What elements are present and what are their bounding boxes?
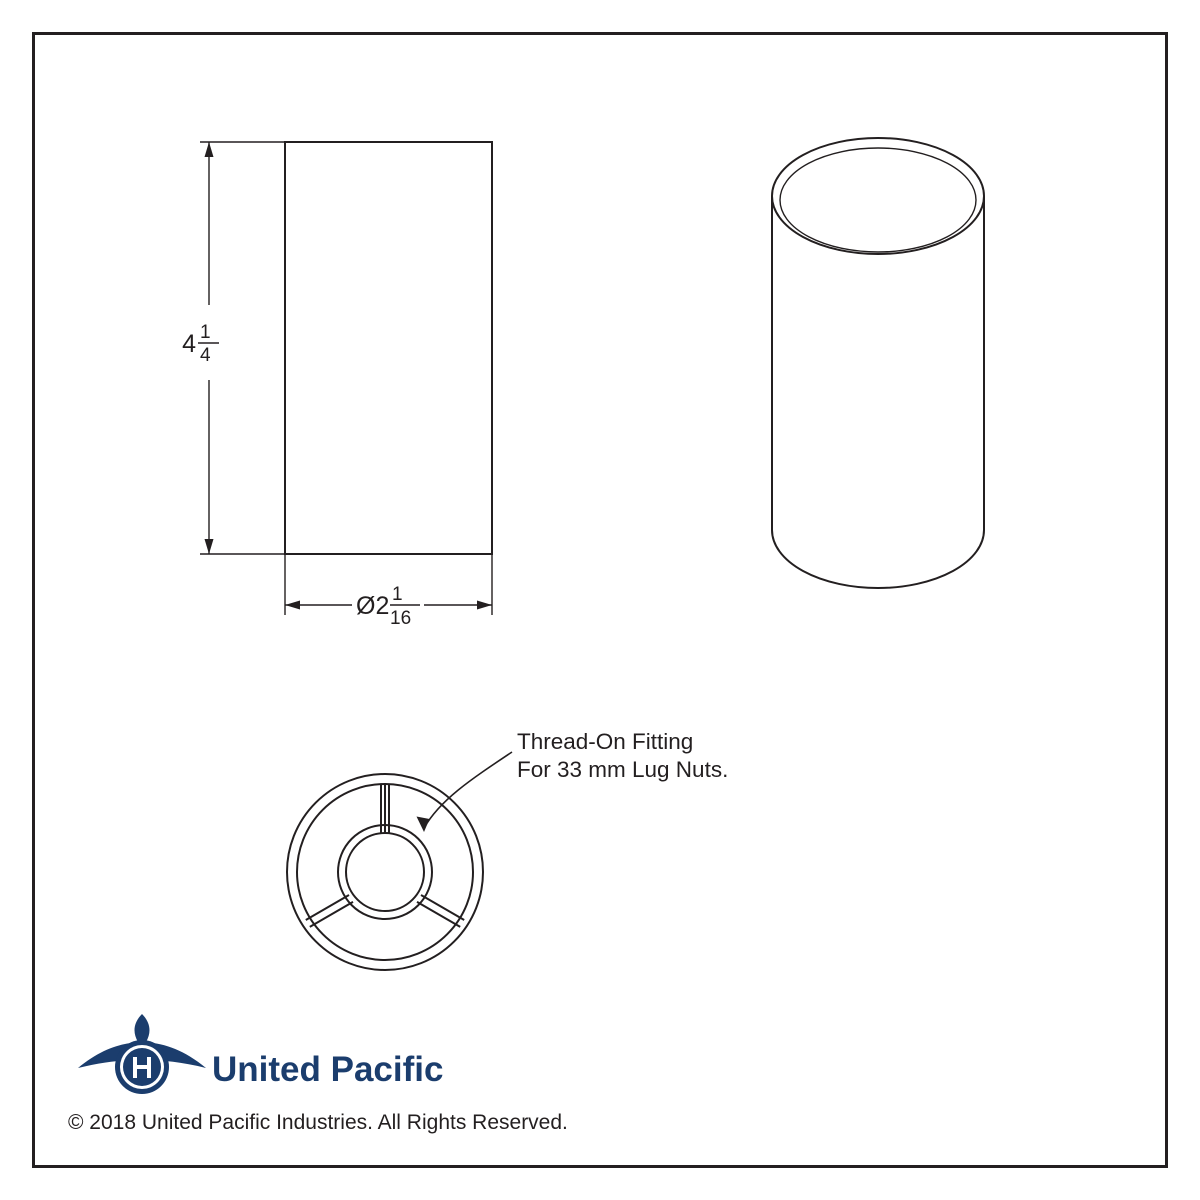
height-dimension-label [182,322,219,366]
callout-line-2: For 33 mm Lug Nuts. [517,757,729,782]
diameter-numerator: 1 [392,584,403,605]
united-pacific-logo [78,1014,443,1094]
isometric-cylinder-view [772,138,984,588]
diameter-dimension-label [356,584,420,629]
diameter-denominator: 16 [390,608,412,629]
diameter-symbol-value: Ø2 [356,592,390,620]
copyright-notice: © 2018 United Pacific Industries. All Rights Reserved. [68,1111,568,1134]
logo-wordmark: United Pacific [212,1050,444,1089]
callout-text [517,729,728,782]
front-elevation-view [285,142,492,554]
callout-leader [417,752,513,832]
height-dimension [200,142,285,554]
height-denominator: 4 [200,345,211,366]
end-section-view [287,774,483,970]
callout-line-1: Thread-On Fitting [517,729,694,754]
height-whole-value: 4 [182,330,196,358]
height-numerator: 1 [200,322,211,343]
